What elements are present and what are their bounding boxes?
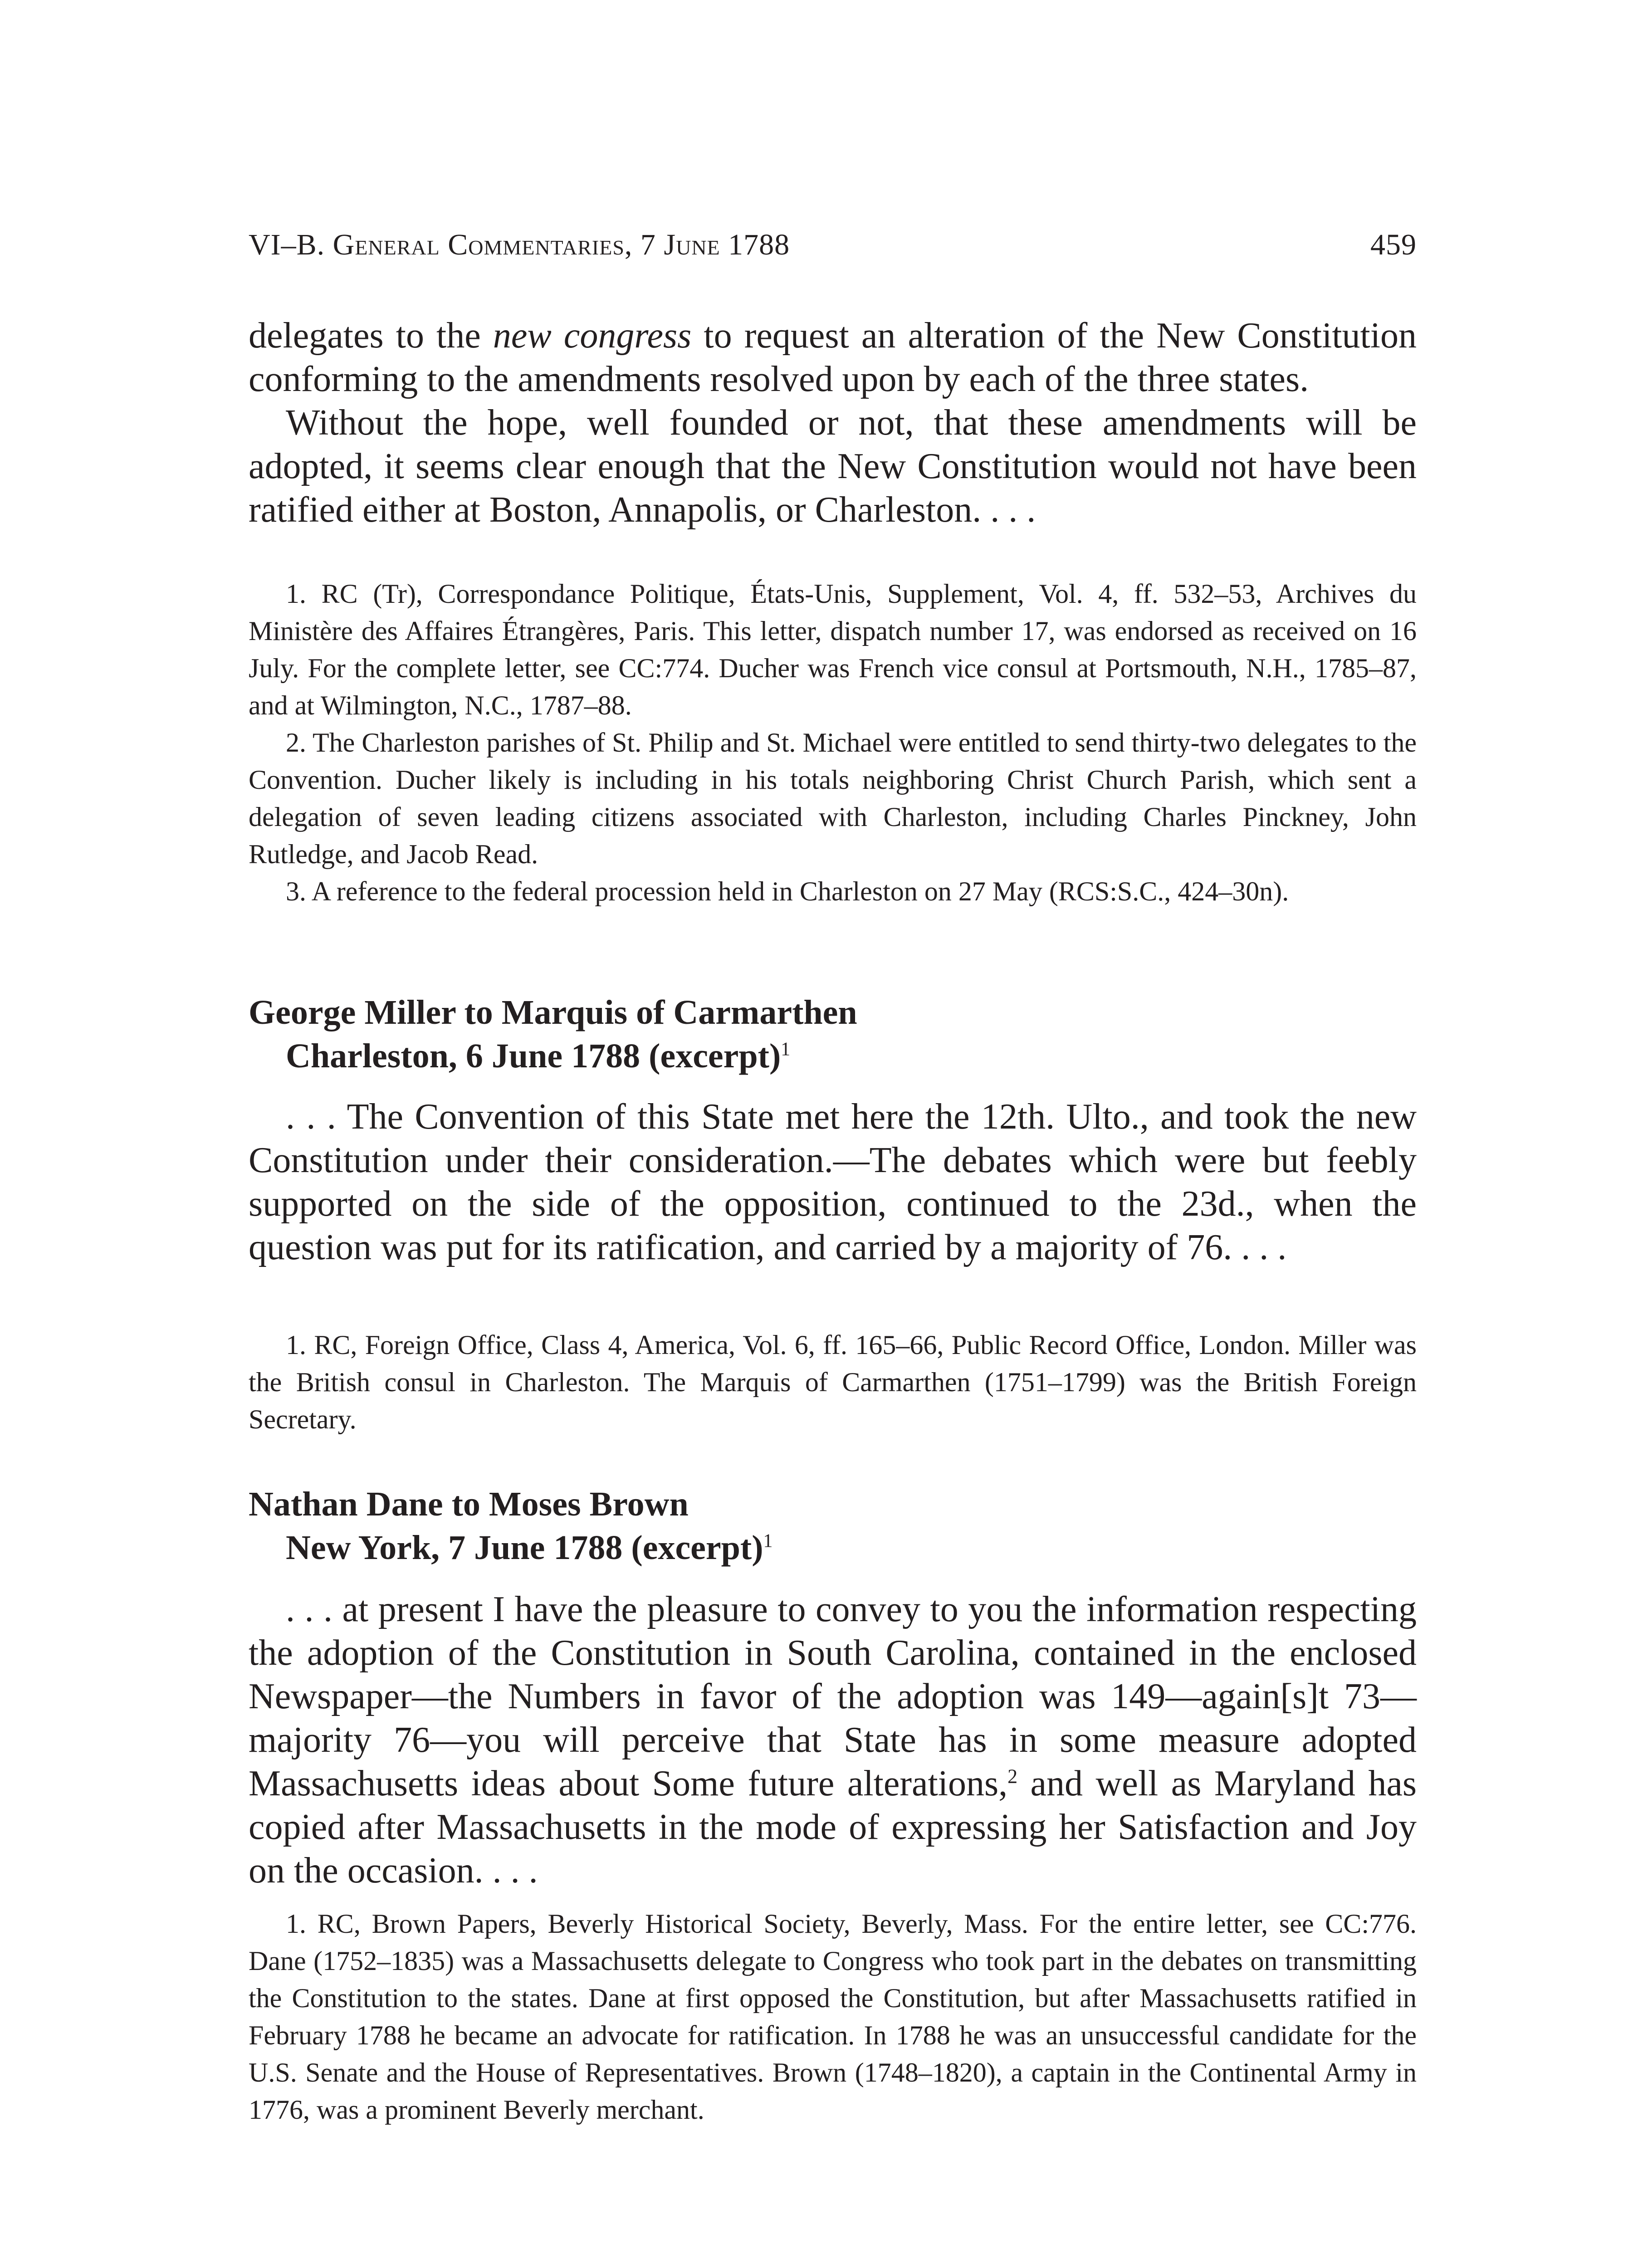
page-number: 459 [1370, 228, 1417, 261]
heading-dateline [249, 1526, 1417, 1569]
document-heading-dane [249, 1482, 1417, 1569]
section-continuation [249, 314, 1417, 532]
heading-title: Nathan Dane to Moses Brown [249, 1485, 689, 1523]
footnote-2: 2. The Charleston parishes of St. Philip and St. Michael were entitled to send thirty-two delegates to the Convention. Ducher likely is including in his totals neighboring Christ Church Parish, which sent a delegation of seven leading citizens associated with Charleston, including Charles Pinckney, John Rutledge, and Jacob Read. [249, 728, 1417, 869]
footnotes-section2 [249, 1326, 1417, 1438]
footnote-3: 3. A reference to the federal procession held in Charleston on 27 May (RCS:S.C., 424–30n). [286, 876, 1289, 906]
document-heading-miller [249, 991, 1417, 1078]
footnote-ref: 1 [763, 1530, 773, 1552]
footnote-ref: 1 [781, 1039, 791, 1060]
letter-text-part: . . . at present I have the pleasure to convey to you the information respecting the adoption of the Constitution in South Carolina, contained in the enclosed Newspaper—the Numbers in favor of the adoption was 149—again[s]t 73—majority 76—you will perceive that State has in some measure adopted Massachusetts ideas about Some future alterations, [249, 1589, 1417, 1804]
letter-body-dane [249, 1588, 1417, 1892]
paragraph-text: to request an alteration of the New Constitution conforming to the amendments resolved upon by each of the three states. [249, 316, 1417, 399]
footnote-1: 1. RC (Tr), Correspondance Politique, États-Unis, Supplement, Vol. 4, ff. 532–53, Archives du Ministère des Affaires Étrangères, Paris. This letter, dispatch number 17, was endorsed as received on 16 July. For the complete letter, see CC:774. Ducher was French vice consul at Portsmouth, N.H., 1785–87, and at Wilmington, N.C., 1787–88. [249, 579, 1417, 720]
footnote-1: 1. RC, Brown Papers, Beverly Historical Society, Beverly, Mass. For the entire letter, see CC:776. Dane (1752–1835) was a Massachusetts delegate to Congress who took part in the debates on transmitting the Constitution to the states. Dane at first opposed the Constitution, but after Massachusetts ratified in February 1788 he became an advocate for ratification. In 1788 he was an unsuccessful candidate for the U.S. Senate and the House of Representatives. Brown (1748–1820), a captain in the Continental Army in 1776, was a prominent Beverly merchant. [249, 1909, 1417, 2125]
dateline-text: New York, 7 June 1788 (excerpt) [286, 1529, 763, 1567]
dateline-text: Charleston, 6 June 1788 (excerpt) [286, 1037, 781, 1075]
continued-paragraph [249, 314, 1417, 401]
heading-dateline [249, 1034, 1417, 1078]
heading-title: George Miller to Marquis of Carmarthen [249, 993, 857, 1031]
running-head-title: VI–B. General Commentaries, 7 June 1788 [249, 228, 790, 261]
paragraph-text: delegates to the [249, 316, 493, 356]
footnote-ref: 2 [1007, 1765, 1018, 1788]
footnotes-section1 [249, 575, 1417, 910]
footnote-1: 1. RC, Foreign Office, Class 4, America, Vol. 6, ff. 165–66, Public Record Office, London. Miller was the British consul in Charleston. The Marquis of Carmarthen (1751–1799) was the British Foreign Secretary. [249, 1330, 1417, 1434]
letter-text [249, 1588, 1417, 1892]
letter-text: . . . The Convention of this State met here the 12th. Ulto., and took the new Constitution under their consideration.—The debates which were but feebly supported on the side of the opposition, continued to the 23d., when the question was put for its ratification, and carried by a majority of 76. . . . [249, 1097, 1417, 1267]
footnotes-section3 [249, 1905, 1417, 2128]
letter-body-miller [249, 1095, 1417, 1269]
paragraph: Without the hope, well founded or not, that these amendments will be adopted, it seems clear enough that the New Constitution would not have been ratified either at Boston, Annapolis, or Charleston. . . . [249, 403, 1417, 530]
italic-phrase: new congress [493, 316, 692, 356]
letter-text-part: and well as Maryland has copied after Massachusetts in the mode of expressing her Satisfaction and Joy on the occasion. . . . [249, 1764, 1417, 1891]
running-head [249, 227, 1417, 263]
